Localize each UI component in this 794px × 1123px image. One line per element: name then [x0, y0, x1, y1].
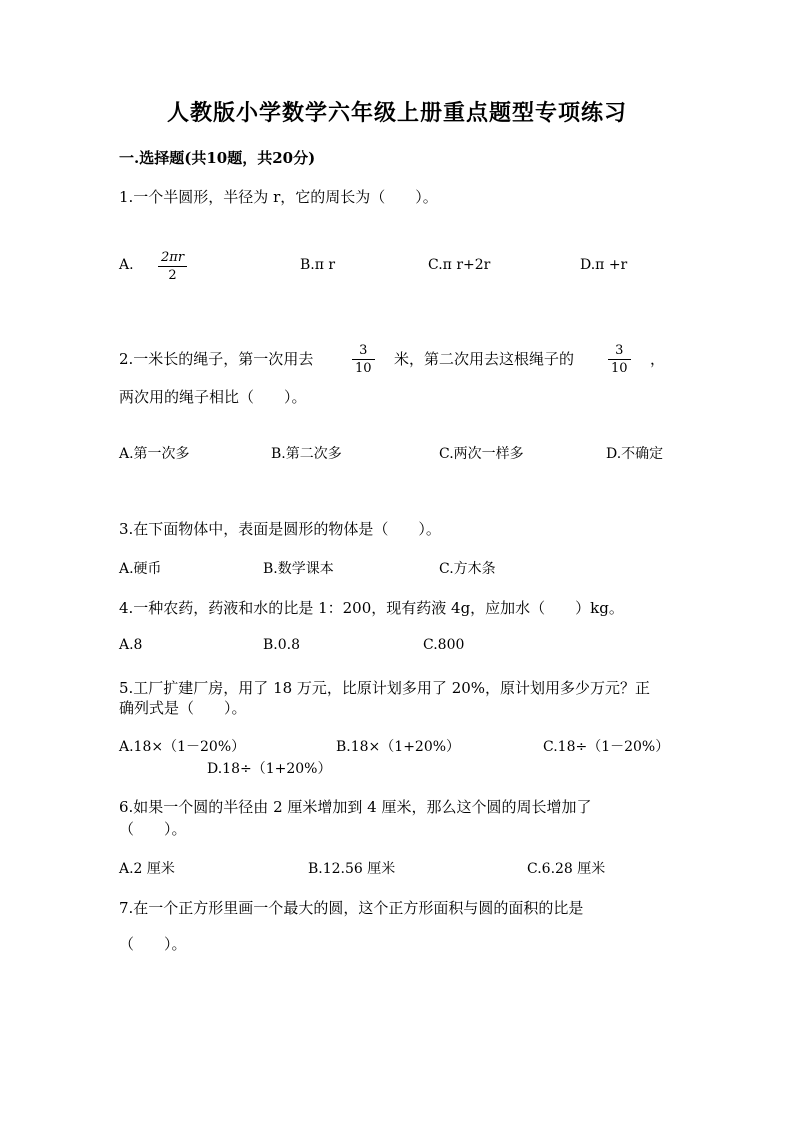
q5-option-c: C.18÷（1－20%）	[543, 739, 670, 755]
fraction-bar	[352, 359, 375, 360]
q6-option-b: B.12.56 厘米	[308, 861, 396, 877]
fraction-bar	[608, 359, 631, 360]
question-6-text-line2: （ ）。	[119, 820, 187, 838]
q2-option-b: B.第二次多	[271, 446, 342, 462]
q2-option-c: C.两次一样多	[439, 446, 524, 462]
fraction-denominator: 10	[355, 361, 372, 376]
q4-option-c: C.800	[423, 637, 465, 653]
fraction-bar	[158, 266, 187, 267]
fraction-numerator: 3	[615, 343, 624, 358]
q3-option-b: B.数学课本	[263, 561, 334, 577]
q2-fraction-1	[352, 343, 375, 376]
question-2-text-line2: 两次用的绳子相比（ ）。	[119, 388, 307, 406]
q1-option-c: C.π r+2r	[428, 257, 491, 273]
question-6-text-line1: 6.如果一个圆的半径由 2 厘米增加到 4 厘米，那么这个圆的周长增加了	[119, 798, 592, 816]
q5-option-a: A.18×（1－20%）	[119, 739, 246, 755]
fraction-denominator: 10	[611, 361, 628, 376]
q6-option-a: A.2 厘米	[119, 861, 175, 877]
q1-option-b: B.π r	[300, 257, 336, 273]
q4-option-b: B.0.8	[263, 637, 301, 653]
q4-option-a: A.8	[119, 637, 143, 653]
fraction-denominator: 2	[168, 268, 177, 283]
q1-option-a-label: A.	[119, 257, 134, 273]
section-heading: 一.选择题(共10题，共20分)	[119, 149, 316, 167]
question-4-text: 4.一种农药，药液和水的比是 1：200，现有药液 4g，应加水（ ）kg。	[119, 599, 624, 617]
q2-option-d: D.不确定	[606, 446, 664, 462]
q1-option-d: D.π +r	[580, 257, 628, 273]
q6-option-c: C.6.28 厘米	[527, 861, 606, 877]
question-5-text-line2: 确列式是（ ）。	[119, 699, 247, 717]
question-5-text-line1: 5.工厂扩建厂房，用了 18 万元，比原计划多用了 20%，原计划用多少万元？正	[119, 679, 651, 697]
question-2-text-part3: ，	[650, 350, 666, 368]
q2-fraction-2	[608, 343, 631, 376]
question-2-text-part2: 米，第二次用去这根绳子的	[394, 350, 575, 368]
question-3-text: 3.在下面物体中，表面是圆形的物体是（ ）。	[119, 520, 441, 538]
q5-option-d: D.18÷（1+20%）	[207, 761, 332, 777]
question-7-text-line1: 7.在一个正方形里画一个最大的圆，这个正方形面积与圆的面积的比是	[119, 899, 584, 917]
fraction-numerator: 2πr	[161, 250, 185, 265]
question-2-text-part1: 2.一米长的绳子，第一次用去	[119, 350, 314, 368]
q3-option-a: A.硬币	[119, 561, 162, 577]
q3-option-c: C.方木条	[439, 561, 496, 577]
q1-option-a-fraction	[158, 250, 187, 283]
question-1-text: 1.一个半圆形，半径为 r，它的周长为（ ）。	[119, 188, 438, 206]
question-7-text-line2: （ ）。	[119, 935, 187, 953]
q2-option-a: A.第一次多	[119, 446, 190, 462]
page-title: 人教版小学数学六年级上册重点题型专项练习	[166, 100, 627, 126]
fraction-numerator: 3	[359, 343, 368, 358]
q5-option-b: B.18×（1+20%）	[336, 739, 461, 755]
